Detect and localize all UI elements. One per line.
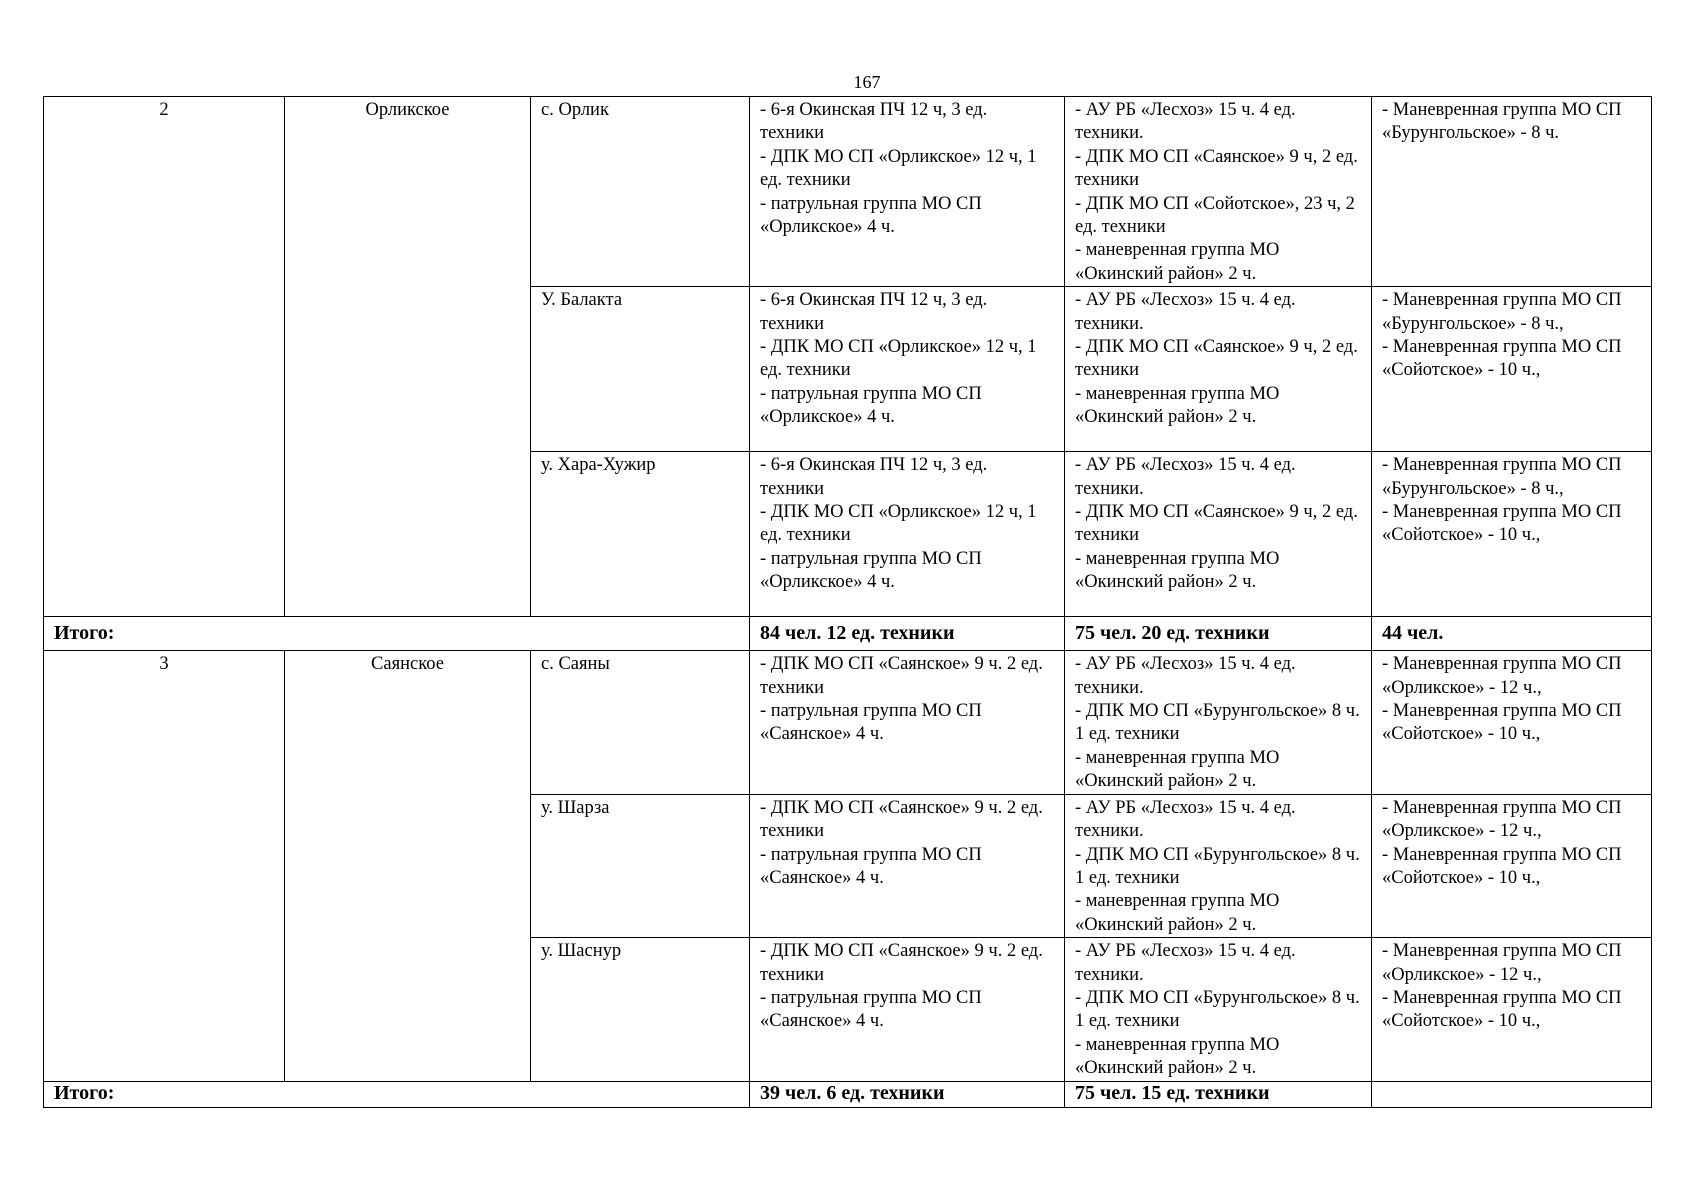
section-number: 2 [44,97,285,617]
first-echelon-line: - ДПК МО СП «Орликское» 12 ч, 1 ед. техники [760,337,1037,381]
second-echelon-line: - ДПК МО СП «Бурунгольское» 8 ч. 1 ед. техники [1075,987,1360,1032]
total-col4: 84 чел. 12 ед. техники [750,617,1065,651]
locality-cell: с. Орлик [531,97,750,287]
total-label: Итого: [44,1081,750,1107]
first-echelon-cell [750,794,1065,937]
first-echelon-cell [750,97,1065,287]
second-echelon-line: - АУ РБ «Лесхоз» 15 ч. 4 ед. техники. [1075,654,1296,698]
settlement-name: Орликское [285,97,531,617]
second-echelon-line: - АУ РБ «Лесхоз» 15 ч. 4 ед. техники. [1075,100,1296,144]
second-echelon-cell [1065,651,1372,794]
table-row [44,651,1652,794]
first-echelon-line: - патрульная группа МО СП «Орликское» 4 ч. [760,383,982,428]
locality-cell: у. Хара-Хужир [531,452,750,617]
first-echelon-line: - ДПК МО СП «Саянское» 9 ч. 2 ед. техники [760,941,1043,985]
reserve-cell [1372,794,1652,937]
first-echelon-cell [750,651,1065,794]
second-echelon-line: - АУ РБ «Лесхоз» 15 ч. 4 ед. техники. [1075,941,1296,985]
second-echelon-line: - ДПК МО СП «Сойотское», 23 ч, 2 ед. техники [1075,193,1355,238]
second-echelon-line: - АУ РБ «Лесхоз» 15 ч. 4 ед. техники. [1075,455,1296,499]
first-echelon-line: - ДПК МО СП «Саянское» 9 ч. 2 ед. техники [760,654,1043,698]
reserve-cell [1372,452,1652,617]
second-echelon-line: - ДПК МО СП «Бурунгольское» 8 ч. 1 ед. техники [1075,844,1360,888]
second-echelon-line: - ДПК МО СП «Саянское» 9 ч, 2 ед. техники [1075,502,1358,546]
second-echelon-line: - АУ РБ «Лесхоз» 15 ч. 4 ед. техники. [1075,290,1296,334]
locality-cell: у. Шарза [531,794,750,937]
reserve-line: - Маневренная группа МО СП «Сойотское» - 10 ч., [1382,701,1622,745]
reserve-line: - Маневренная группа МО СП «Орликское» - 12 ч., [1382,941,1622,985]
reserve-line: - Маневренная группа МО СП «Сойотское» - 10 ч., [1382,844,1622,888]
total-col6: 44 чел. [1372,617,1652,651]
reserve-line: - Маневренная группа МО СП «Бурунгольское» - 8 ч., [1382,290,1622,334]
second-echelon-line: - маневренная группа МО «Окинский район» 2 ч. [1075,1034,1280,1079]
reserve-cell [1372,287,1652,452]
first-echelon-cell [750,452,1065,617]
second-echelon-cell [1065,938,1372,1081]
second-echelon-cell [1065,97,1372,287]
section-number: 3 [44,651,285,1081]
second-echelon-line: - маневренная группа МО «Окинский район» 2 ч. [1075,240,1280,284]
first-echelon-line: - 6-я Окинская ПЧ 12 ч, 3 ед. техники [760,100,988,144]
second-echelon-line: - АУ РБ «Лесхоз» 15 ч. 4 ед. техники. [1075,797,1296,842]
page-number: 167 [853,72,881,92]
first-echelon-line: - ДПК МО СП «Орликское» 12 ч, 1 ед. техники [760,146,1037,191]
reserve-line: - Маневренная группа МО СП «Сойотское» - 10 ч., [1382,987,1622,1032]
second-echelon-line: - маневренная группа МО «Окинский район» 2 ч. [1075,548,1280,593]
first-echelon-line: - патрульная группа МО СП «Орликское» 4 ч. [760,193,982,238]
first-echelon-cell [750,287,1065,452]
settlement-name: Саянское [285,651,531,1081]
resource-table [43,96,1652,1108]
second-echelon-line: - маневренная группа МО «Окинский район» 2 ч. [1075,747,1280,792]
second-echelon-cell [1065,794,1372,937]
second-echelon-line: - ДПК МО СП «Саянское» 9 ч, 2 ед. техники [1075,337,1358,381]
table-row [44,97,1652,287]
total-col6 [1372,1081,1652,1107]
total-row [44,1081,1652,1107]
reserve-line: - Маневренная группа МО СП «Бурунгольское» - 8 ч., [1382,455,1622,499]
first-echelon-line: - 6-я Окинская ПЧ 12 ч, 3 ед. техники [760,290,988,334]
total-col5: 75 чел. 20 ед. техники [1065,617,1372,651]
reserve-cell [1372,938,1652,1081]
reserve-line: - Маневренная группа МО СП «Орликское» - 12 ч., [1382,797,1622,842]
first-echelon-line: - ДПК МО СП «Орликское» 12 ч, 1 ед. техники [760,502,1037,546]
first-echelon-line: - патрульная группа МО СП «Саянское» 4 ч. [760,701,982,745]
locality-cell: у. Шаснур [531,938,750,1081]
total-col5: 75 чел. 15 ед. техники [1065,1081,1372,1107]
second-echelon-line: - ДПК МО СП «Бурунгольское» 8 ч. 1 ед. техники [1075,701,1360,745]
reserve-cell [1372,651,1652,794]
locality-cell: У. Балакта [531,287,750,452]
total-row [44,617,1652,651]
first-echelon-line: - патрульная группа МО СП «Саянское» 4 ч. [760,844,982,888]
total-label: Итого: [44,617,750,651]
second-echelon-cell [1065,287,1372,452]
reserve-cell [1372,97,1652,287]
reserve-line: - Маневренная группа МО СП «Сойотское» - 10 ч., [1382,337,1622,381]
total-col4: 39 чел. 6 ед. техники [750,1081,1065,1107]
first-echelon-line: - 6-я Окинская ПЧ 12 ч, 3 ед. техники [760,455,988,499]
second-echelon-cell [1065,452,1372,617]
first-echelon-line: - ДПК МО СП «Саянское» 9 ч. 2 ед. техники [760,797,1043,842]
second-echelon-line: - ДПК МО СП «Саянское» 9 ч, 2 ед. техники [1075,146,1358,191]
second-echelon-line: - маневренная группа МО «Окинский район» 2 ч. [1075,891,1280,935]
first-echelon-cell [750,938,1065,1081]
second-echelon-line: - маневренная группа МО «Окинский район» 2 ч. [1075,383,1280,428]
locality-cell: с. Саяны [531,651,750,794]
first-echelon-line: - патрульная группа МО СП «Саянское» 4 ч. [760,987,982,1032]
reserve-line: - Маневренная группа МО СП «Орликское» - 12 ч., [1382,654,1622,698]
reserve-line: - Маневренная группа МО СП «Сойотское» - 10 ч., [1382,502,1622,546]
reserve-line: - Маневренная группа МО СП «Бурунгольское» - 8 ч. [1382,100,1622,144]
first-echelon-line: - патрульная группа МО СП «Орликское» 4 ч. [760,548,982,593]
